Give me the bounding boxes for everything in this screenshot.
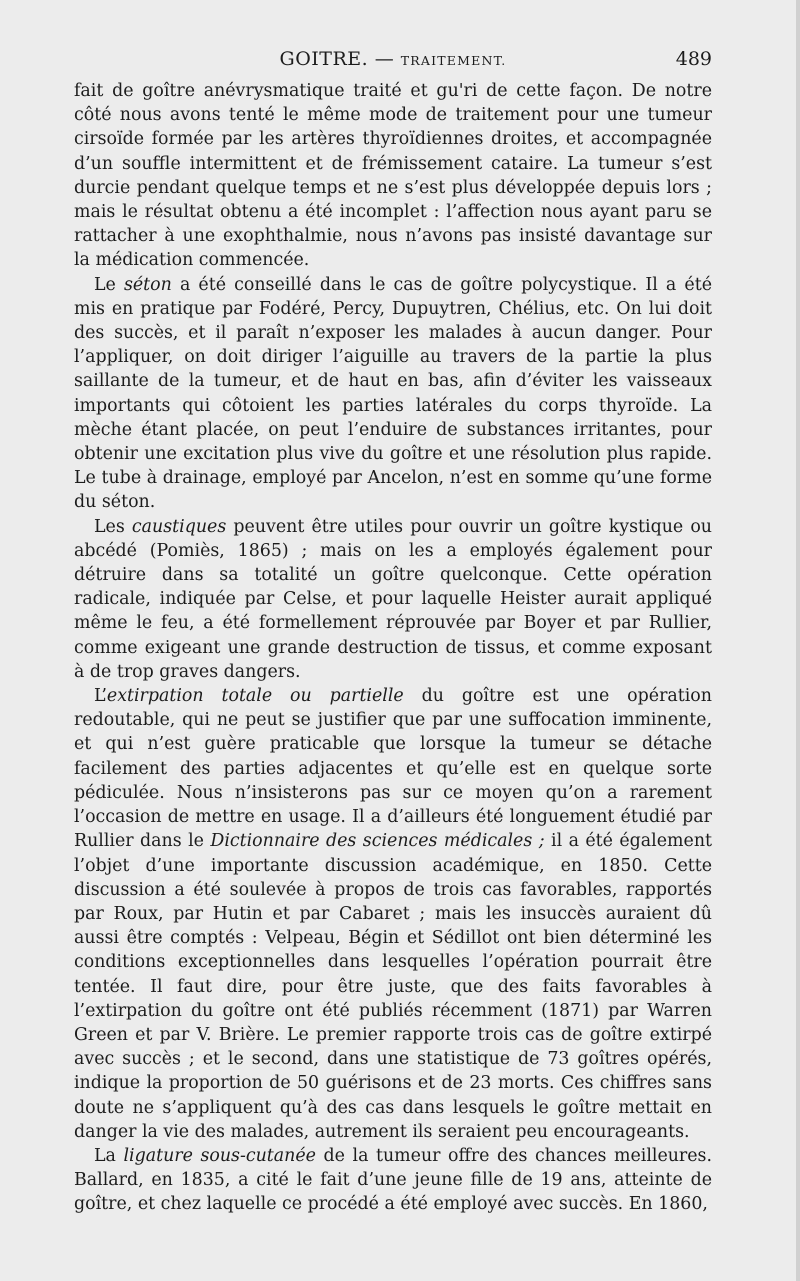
italic-term: caustiques — [131, 516, 227, 537]
header-section: TRAITEMENT. — [400, 53, 507, 68]
text-run: fait de goître anévrysmatique traité et gu'ri de cette façon. De notre côté nous avons tenté le même mode de traitement pour une tumeur cirsoïde formée par les artères thyroïdiennes droites, et accompagnée d’un souffle intermittent et de frémissement cataire. La tumeur s’est durcie pendant quelque temps et ne s’est plus développée depuis lors ; mais le résultat obtenu a été incomplet : l’affection nous ayant paru se rattacher à une exophthalmie, nous n’avons pas insisté davantage sur la médication commencée. — [74, 81, 712, 271]
italic-term: séton — [123, 274, 172, 295]
text-run: L’ — [94, 686, 107, 707]
running-title — [74, 48, 712, 70]
italic-term: extirpation totale ou partielle — [106, 686, 404, 707]
body-text — [74, 79, 712, 1217]
text-run: La — [94, 1145, 124, 1166]
paragraph-caustiques — [74, 515, 712, 684]
paragraph-seton — [74, 273, 712, 515]
text-run: du goître est une opération redoutable, qui ne peut se justifier que par une suffocation imminente, et qui n’est guère praticable que lorsque la tumeur se détache facilement des parties adjacentes et qu’elle est en quelque sorte pédiculée. Nous n’insisterons pas sur ce moyen qu’on a rarement l’occasion de mettre en usage. Il a d’ailleurs été longuement étudié par Rullier dans le — [74, 686, 712, 852]
text-run: peuvent être utiles pour ouvrir un goître kystique ou abcédé (Pomiès, 1865) ; mais on les a employés également pour détruire dans sa totalité un goître quelconque. Cette opération radicale, indiquée par Celse, et pour laquelle Heister aurait appliqué même le feu, a été formellement réprouvée par Boyer et par Rullier, comme exigeant une grande destruction de tissus, et comme exposant à de trop graves dangers. — [74, 516, 713, 682]
italic-citation: Dictionnaire des sciences médicales ; — [210, 831, 545, 852]
page-number: 489 — [675, 48, 712, 70]
paragraph-continuation — [74, 79, 712, 273]
running-header — [74, 48, 712, 76]
italic-term: ligature sous-cutanée — [123, 1145, 316, 1166]
text-run: a été conseillé dans le cas de goître polycystique. Il a été mis en pratique par Fodéré, Percy, Dupuytren, Chélius, etc. On lui doit des succès, et il paraît n’exposer les malades à aucun danger. Pour l’appliquer, on doit diriger l’aiguille au travers de la partie la plus saillante de la tumeur, et de haut en bas, afin d’éviter les vaisseaux importants qui côtoient les parties latérales du corps thyroïde. La mèche étant placée, on peut l’enduire de substances irritantes, pour obtenir une excitation plus vive du goître et une résolution plus rapide. Le tube à drainage, employé par Ancelon, n’est en somme qu’une forme du séton. — [74, 274, 712, 513]
header-title: GOITRE. — — [279, 48, 401, 70]
text-run: il a été également l’objet d’une importante discussion académique, en 1850. Cette discussion a été soulevée à propos de trois cas favorables, rapportés par Roux, par Hutin et par Cabaret ; mais les insuccès auraient dû aussi être comptés : Velpeau, Bégin et Sédillot ont bien déterminé les conditions exceptionnelles dans lesquelles l’opération pourrait être tentée. Il faut dire, pour être juste, que des faits favorables à l’extirpation du goître ont été publiés récemment (1871) par Warren Green et par V. Brière. Le premier rapporte trois cas de goître extirpé avec succès ; et le second, dans une statistique de 73 goîtres opérés, indique la proportion de 50 guérisons et de 23 morts. Ces chiffres sans doute ne s’appliquent qu’à des cas dans lesquels le goître mettait en danger la vie des malades, autrement ils seraient peu encourageants. — [74, 831, 713, 1142]
paragraph-ligature — [74, 1144, 712, 1217]
text-run: Les — [94, 516, 132, 537]
paragraph-extirpation — [74, 684, 712, 1144]
text-run: de la tumeur offre des chances meilleures. Ballard, en 1835, a cité le fait d’une jeune fille de 19 ans, atteinte de goître, et chez laquelle ce procédé a été employé avec succès. En 1860, — [74, 1145, 712, 1215]
text-run: Le — [94, 274, 124, 295]
